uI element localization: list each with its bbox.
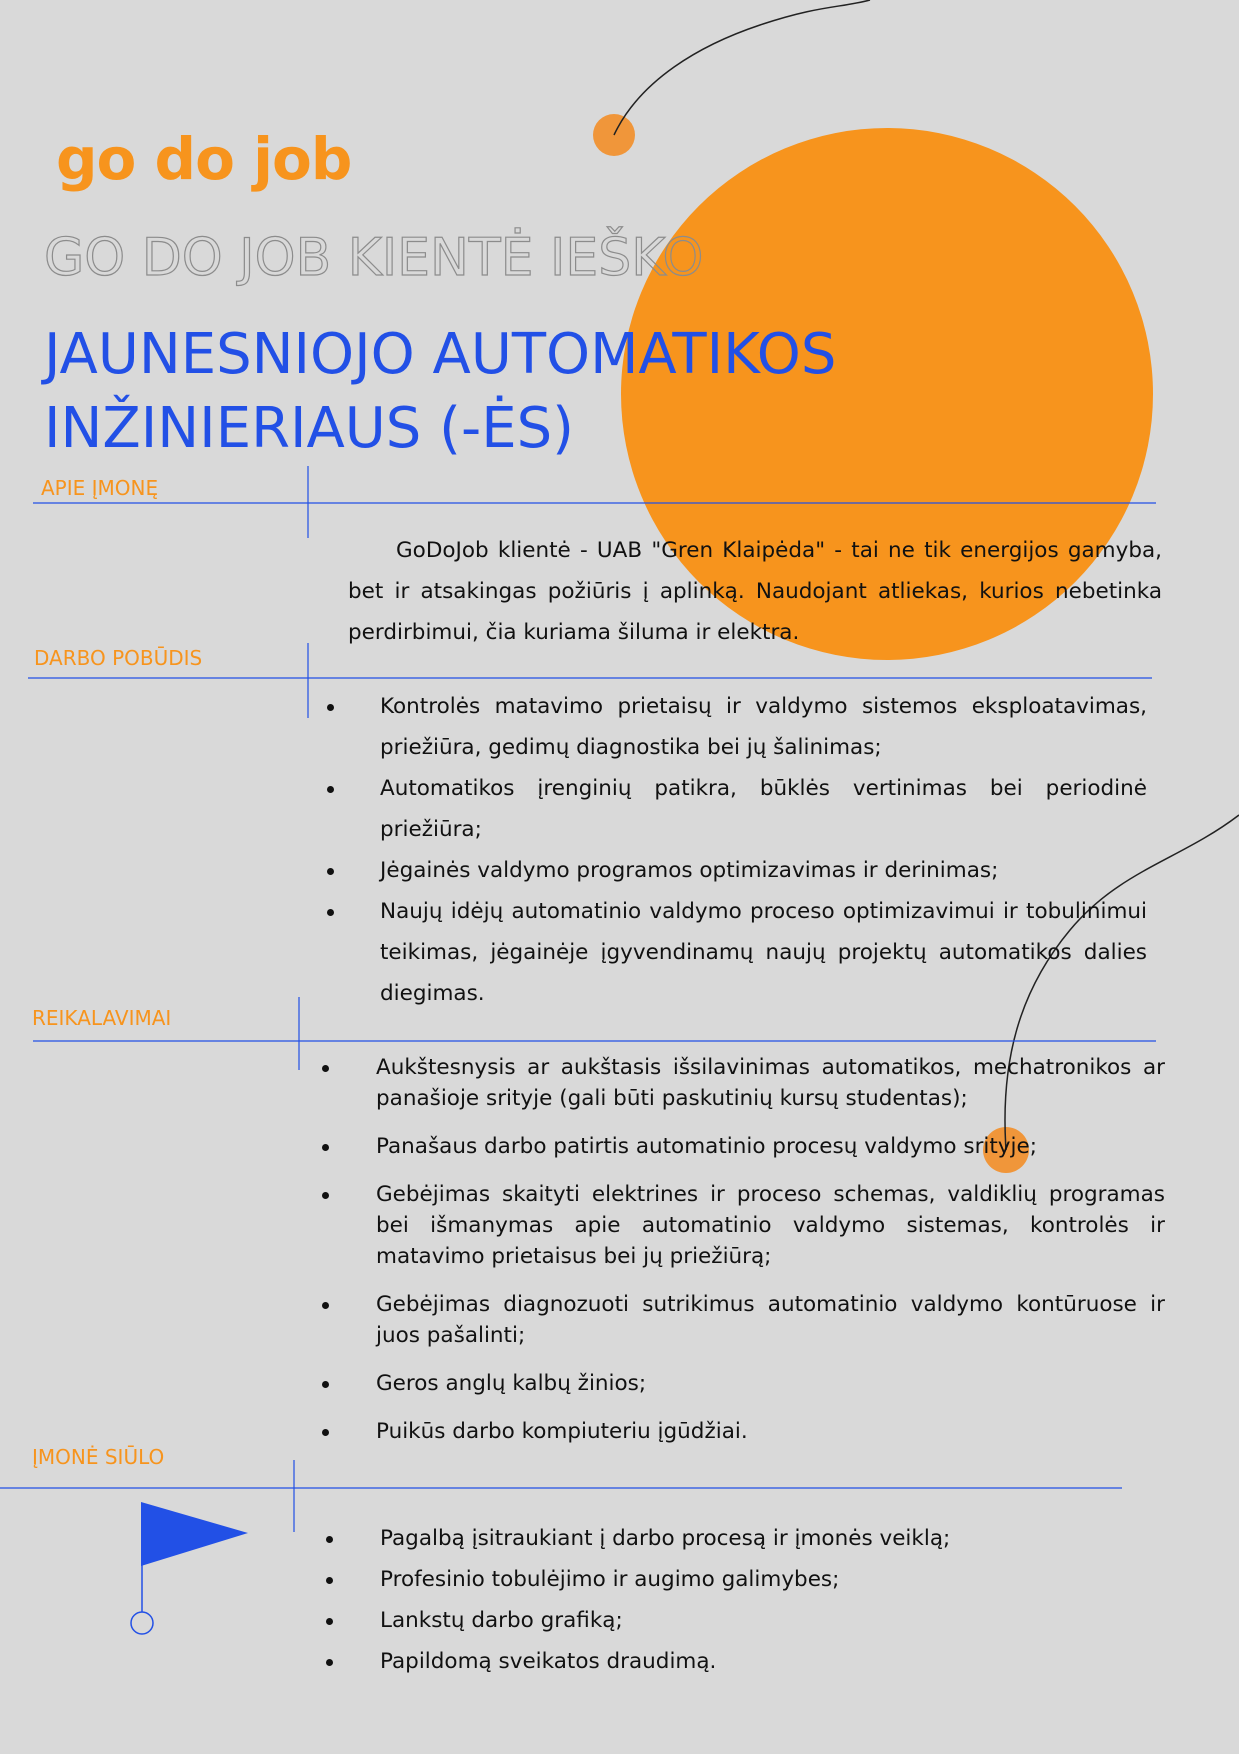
kicker-heading: GO DO JOB KIENTĖ IEŠKO bbox=[44, 228, 704, 288]
list-item bbox=[376, 1368, 1165, 1399]
bullet-icon bbox=[322, 1065, 329, 1072]
bullet-icon bbox=[322, 1381, 329, 1388]
list-item-text: Panašaus darbo patirtis automatinio procesų valdymo srityje; bbox=[376, 1134, 1037, 1159]
list-item-text: Automatikos įrenginių patikra, būklės vertinimas bei periodinė priežiūra; bbox=[380, 776, 1147, 842]
list-item-text: Puikūs darbo kompiuteriu įgūdžiai. bbox=[376, 1419, 748, 1444]
list-item-text: Geros anglų kalbų žinios; bbox=[376, 1371, 647, 1396]
list-item-text: Papildomą sveikatos draudimą. bbox=[380, 1649, 717, 1674]
brand-logo: go do job bbox=[56, 125, 352, 193]
list-item-text: Kontrolės matavimo prietaisų ir valdymo sistemos eksploatavimas, priežiūra, gedimų diagnostika bei jų šalinimas; bbox=[380, 694, 1147, 760]
bullet-icon bbox=[327, 786, 334, 793]
bullet-icon bbox=[327, 704, 334, 711]
list-item bbox=[380, 768, 1147, 850]
section-label-offer: ĮMONĖ SIŪLO bbox=[32, 1445, 165, 1469]
bullet-icon bbox=[326, 1536, 333, 1543]
bullet-icon bbox=[322, 1429, 329, 1436]
bullet-icon bbox=[327, 909, 334, 916]
section-label-work: DARBO POBŪDIS bbox=[34, 646, 203, 670]
page-title-line-1: JAUNESNIOJO AUTOMATIKOS bbox=[44, 322, 837, 387]
bullet-icon bbox=[326, 1659, 333, 1666]
bullet-icon bbox=[322, 1144, 329, 1151]
curve-line-top bbox=[614, 0, 870, 135]
list-item bbox=[376, 1179, 1165, 1272]
work-list bbox=[380, 686, 1147, 1014]
list-item-text: Aukštesnysis ar aukštasis išsilavinimas automatikos, mechatronikos ar panašioje srityje (gali būti paskutinių kursų studentas); bbox=[376, 1055, 1165, 1111]
list-item-text: Jėgainės valdymo programos optimizavimas ir derinimas; bbox=[380, 858, 999, 883]
list-item-text: Naujų idėjų automatinio valdymo proceso optimizavimui ir tobulinimui teikimas, jėgainėje įgyvendinamų naujų projektų automatikos dalies diegimas. bbox=[380, 899, 1147, 1006]
bullet-icon bbox=[322, 1192, 329, 1199]
list-item bbox=[376, 1052, 1165, 1114]
list-item bbox=[380, 686, 1147, 768]
bullet-icon bbox=[327, 868, 334, 875]
list-item-text: Pagalbą įsitraukiant į darbo procesą ir įmonės veiklą; bbox=[380, 1526, 951, 1551]
list-item-text: Lankstų darbo grafiką; bbox=[380, 1608, 623, 1633]
page-title-line-2: INŽINIERIAUS (-ĖS) bbox=[44, 396, 574, 461]
list-item bbox=[380, 1600, 1140, 1641]
requirements-list bbox=[376, 1052, 1165, 1464]
section-label-requirements: REIKALAVIMAI bbox=[32, 1006, 172, 1030]
bullet-icon bbox=[326, 1577, 333, 1584]
list-item bbox=[380, 1518, 1140, 1559]
bullet-icon bbox=[322, 1302, 329, 1309]
list-item-text: Gebėjimas skaityti elektrines ir proceso schemas, valdiklių programas bei išmanymas apie automatinio valdymo sistemas, kontrolės ir matavimo prietaisus bei jų priežiūrą; bbox=[376, 1182, 1165, 1269]
offer-list bbox=[380, 1518, 1140, 1682]
list-item bbox=[376, 1416, 1165, 1447]
list-item bbox=[376, 1131, 1165, 1162]
section-label-about: APIE ĮMONĘ bbox=[41, 476, 159, 500]
list-item bbox=[380, 850, 1147, 891]
flag-icon bbox=[131, 1502, 248, 1634]
list-item-text: Profesinio tobulėjimo ir augimo galimybes; bbox=[380, 1567, 840, 1592]
bullet-icon bbox=[326, 1618, 333, 1625]
page-title bbox=[44, 318, 836, 466]
about-text: GoDoJob klientė - UAB "Gren Klaipėda" - tai ne tik energijos gamyba, bet ir atsakingas požiūris į aplinką. Naudojant atliekas, kurios nebetinka perdirbimui, čia kuriama šiluma ir elektra. bbox=[348, 538, 1162, 645]
list-item bbox=[380, 1559, 1140, 1600]
list-item bbox=[380, 891, 1147, 1014]
list-item bbox=[380, 1641, 1140, 1682]
list-item-text: Gebėjimas diagnozuoti sutrikimus automatinio valdymo kontūruose ir juos pašalinti; bbox=[376, 1292, 1165, 1348]
list-item bbox=[376, 1289, 1165, 1351]
